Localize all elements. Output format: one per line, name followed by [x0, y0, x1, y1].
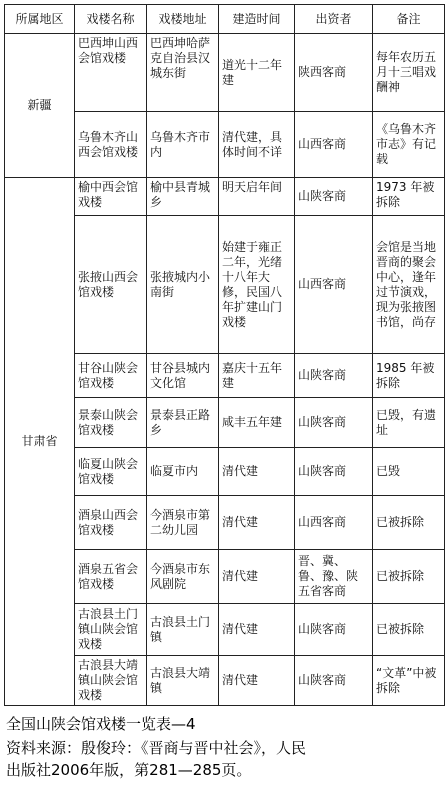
- header-time: 建造时间: [219, 5, 295, 34]
- address-cell: 古浪县大靖镇: [147, 656, 219, 706]
- address-cell: 景泰县正路乡: [147, 398, 219, 448]
- name-cell: 临夏山陕会馆戏楼: [75, 448, 147, 496]
- time-cell: 始建于雍正二年，光绪十八年大修，民国八年扩建山门戏楼: [219, 216, 295, 354]
- table-caption-source-line-1: 资料来源：殷俊玲：《晋商与晋中社会》，人民: [6, 739, 307, 757]
- name-cell: 酒泉山西会馆戏楼: [75, 496, 147, 550]
- header-name: 戏楼名称: [75, 5, 147, 34]
- header-region: 所属地区: [5, 5, 75, 34]
- funder-cell: 山西客商: [295, 216, 373, 354]
- time-cell: 清代建: [219, 550, 295, 604]
- region-cell: 新疆: [5, 34, 75, 178]
- funder-cell: 山陕客商: [295, 448, 373, 496]
- note-cell: 已被拆除: [373, 604, 445, 656]
- table-row: [5, 34, 445, 112]
- funder-cell: 晋、冀、鲁、豫、陕五省客商: [295, 550, 373, 604]
- note-cell: 已被拆除: [373, 550, 445, 604]
- time-cell: 清代建，具体时间不详: [219, 112, 295, 178]
- address-cell: 乌鲁木齐市内: [147, 112, 219, 178]
- table-caption-source-line-2: 出版社2006年版，第281—285页。: [6, 761, 252, 779]
- funder-cell: 山陕客商: [295, 354, 373, 398]
- time-cell: 清代建: [219, 448, 295, 496]
- name-cell: 古浪县土门镇山陕会馆戏楼: [75, 604, 147, 656]
- address-cell: 今酒泉市东风剧院: [147, 550, 219, 604]
- header-note: 备注: [373, 5, 445, 34]
- note-cell: 《乌鲁木齐市志》有记载: [373, 112, 445, 178]
- note-cell: 1985 年被拆除: [373, 354, 445, 398]
- note-cell: 每年农历五月十三唱戏酬神: [373, 34, 445, 112]
- note-cell: “文革”中被拆除: [373, 656, 445, 706]
- time-cell: 清代建: [219, 604, 295, 656]
- address-cell: 榆中县青城乡: [147, 178, 219, 216]
- funder-cell: 陕西客商: [295, 34, 373, 112]
- name-cell: 古浪县大靖镇山陕会馆戏楼: [75, 656, 147, 706]
- address-cell: 今酒泉市第二幼儿园: [147, 496, 219, 550]
- header-address: 戏楼地址: [147, 5, 219, 34]
- region-cell: 甘肃省: [5, 178, 75, 706]
- address-cell: 古浪县土门镇: [147, 604, 219, 656]
- funder-cell: 山陕客商: [295, 604, 373, 656]
- funder-cell: 山陕客商: [295, 398, 373, 448]
- name-cell: 景泰山陕会馆戏楼: [75, 398, 147, 448]
- address-cell: 甘谷县城内文化馆: [147, 354, 219, 398]
- time-cell: 嘉庆十五年建: [219, 354, 295, 398]
- header-funder: 出资者: [295, 5, 373, 34]
- name-cell: 榆中西会馆戏楼: [75, 178, 147, 216]
- name-cell: 巴西坤山西会馆戏楼: [75, 34, 147, 112]
- time-cell: 道光十二年建: [219, 34, 295, 112]
- time-cell: 清代建: [219, 496, 295, 550]
- theater-table: [4, 4, 445, 706]
- table-caption-title: 全国山陕会馆戏楼一览表—4: [6, 715, 196, 733]
- table-row: [5, 178, 445, 216]
- name-cell: 甘谷山陕会馆戏楼: [75, 354, 147, 398]
- address-cell: 张掖城内小南街: [147, 216, 219, 354]
- note-cell: 已被拆除: [373, 496, 445, 550]
- header-row: [5, 5, 445, 34]
- time-cell: 咸丰五年建: [219, 398, 295, 448]
- note-cell: 已毁: [373, 448, 445, 496]
- name-cell: 张掖山西会馆戏楼: [75, 216, 147, 354]
- time-cell: 清代建: [219, 656, 295, 706]
- note-cell: 会馆是当地晋商的聚会中心，逢年过节演戏，现为张掖图书馆，尚存: [373, 216, 445, 354]
- name-cell: 乌鲁木齐山西会馆戏楼: [75, 112, 147, 178]
- funder-cell: 山西客商: [295, 112, 373, 178]
- note-cell: 已毁，有遗址: [373, 398, 445, 448]
- funder-cell: 山西客商: [295, 496, 373, 550]
- address-cell: 巴西坤哈萨克自治县汉城东街: [147, 34, 219, 112]
- address-cell: 临夏市内: [147, 448, 219, 496]
- name-cell: 酒泉五省会馆戏楼: [75, 550, 147, 604]
- funder-cell: 山陕客商: [295, 178, 373, 216]
- time-cell: 明天启年间: [219, 178, 295, 216]
- note-cell: 1973 年被拆除: [373, 178, 445, 216]
- funder-cell: 山陕客商: [295, 656, 373, 706]
